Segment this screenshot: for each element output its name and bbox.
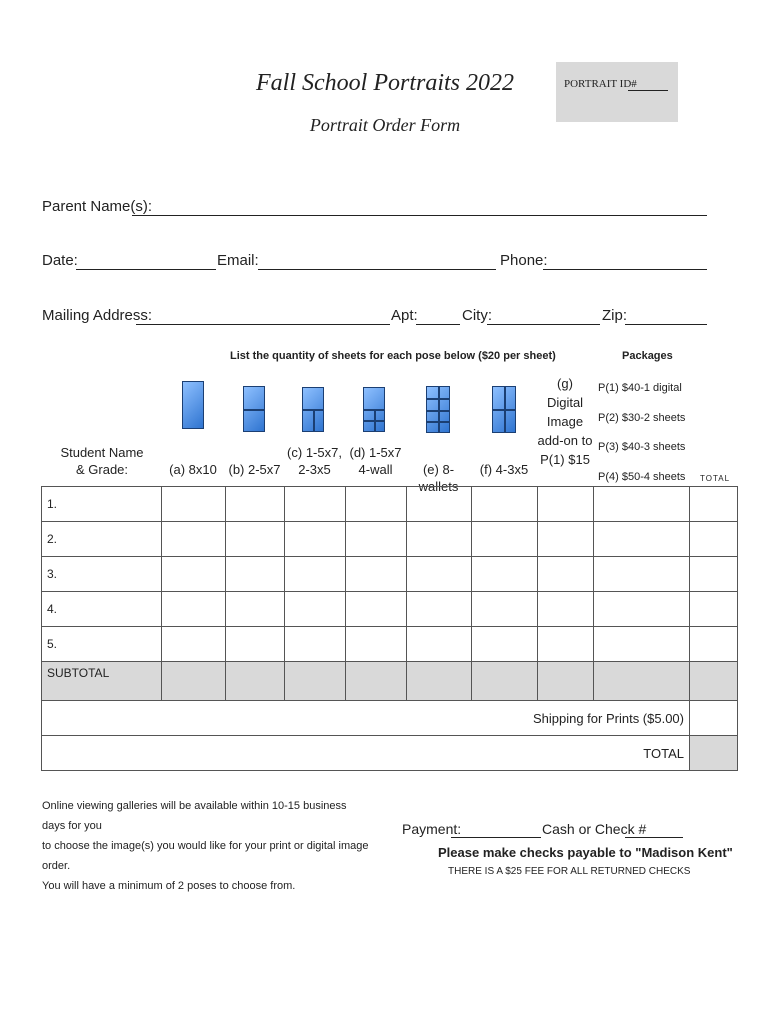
pose-d-icon: [363, 387, 385, 432]
portrait-id-box: [556, 62, 678, 122]
total-col-header: TOTAL: [700, 474, 731, 483]
check-number-field[interactable]: [625, 837, 683, 838]
payment-label: Payment:: [402, 821, 462, 837]
pose-f-icon: [492, 386, 516, 433]
col-f-header: (f) 4-3x5: [479, 462, 529, 477]
mailing-address-field[interactable]: [136, 324, 390, 325]
table-row: [42, 592, 738, 627]
parent-name-field[interactable]: [132, 215, 707, 216]
table-row: [42, 557, 738, 592]
table-row: [42, 522, 738, 557]
order-instructions: List the quantity of sheets for each pose below ($20 per sheet): [230, 350, 556, 362]
col-a-header: (a) 8x10: [169, 462, 217, 477]
col-b-header: (b) 2-5x7: [228, 462, 281, 477]
zip-field[interactable]: [625, 324, 707, 325]
city-field[interactable]: [487, 324, 600, 325]
shipping-cell[interactable]: [690, 701, 738, 736]
pose-b-icon: [243, 386, 265, 432]
mailing-address-label: Mailing Address:: [42, 307, 153, 324]
apt-label: Apt:: [391, 307, 418, 324]
pose-e-icon: [426, 386, 450, 433]
email-field[interactable]: [258, 269, 496, 270]
phone-label: Phone:: [500, 252, 548, 269]
email-label: Email:: [217, 252, 259, 269]
col-c-header: (c) 1-5x7, 2-3x5: [287, 445, 342, 477]
cash-check-label: Cash or Check #: [542, 821, 647, 837]
portrait-id-label: PORTRAIT ID#: [564, 78, 637, 90]
city-label: City:: [462, 307, 492, 324]
subtotal-row: [42, 662, 738, 701]
col-d-header: (d) 1-5x7 4-wall: [349, 445, 402, 477]
date-field[interactable]: [76, 269, 216, 270]
shipping-label: Shipping for Prints ($5.00): [42, 701, 690, 736]
pose-a-icon: [182, 381, 204, 429]
row-label: 3.: [42, 557, 162, 592]
pose-c-icon: [302, 387, 324, 432]
row-label: 4.: [42, 592, 162, 627]
row-label: 1.: [42, 487, 162, 522]
shipping-row: [42, 701, 738, 736]
packages-label: Packages: [622, 350, 673, 362]
order-table: [41, 486, 738, 771]
package-2: P(2) $30-2 sheets: [598, 412, 686, 424]
table-row: [42, 627, 738, 662]
gallery-note: Online viewing galleries will be available within 10-15 business days for you to choose the image(s) you would like for your print or digital image order. You will have a minimum of 2 poses to choose from.: [42, 800, 369, 892]
form-title: Fall School Portraits 2022: [256, 70, 514, 96]
row-label: 2.: [42, 522, 162, 557]
returned-check-fee: THERE IS A $25 FEE FOR ALL RETURNED CHECKS: [448, 866, 691, 877]
total-row: [42, 736, 738, 771]
package-3: P(3) $40-3 sheets: [598, 441, 686, 453]
payable-note: Please make checks payable to "Madison Kent": [438, 845, 733, 860]
total-cell: [690, 736, 738, 771]
package-4: P(4) $50-4 sheets: [598, 471, 686, 483]
form-subtitle: Portrait Order Form: [309, 115, 461, 135]
phone-field[interactable]: [543, 269, 707, 270]
apt-field[interactable]: [416, 324, 460, 325]
student-header: Student Name & Grade:: [60, 445, 144, 477]
package-1: P(1) $40-1 digital: [598, 382, 682, 394]
payment-field[interactable]: [451, 837, 541, 838]
col-g-header: (g) Digital Image add-on to P(1) $15: [537, 376, 593, 467]
row-label: 5.: [42, 627, 162, 662]
subtotal-label: SUBTOTAL: [42, 662, 162, 701]
parent-name-label: Parent Name(s):: [42, 198, 153, 215]
col-e-header: (e) 8-wallets: [418, 462, 459, 494]
total-label: TOTAL: [42, 736, 690, 771]
date-label: Date:: [42, 252, 78, 269]
portrait-id-line[interactable]: [628, 90, 668, 91]
zip-label: Zip:: [602, 307, 628, 324]
table-row: [42, 487, 738, 522]
